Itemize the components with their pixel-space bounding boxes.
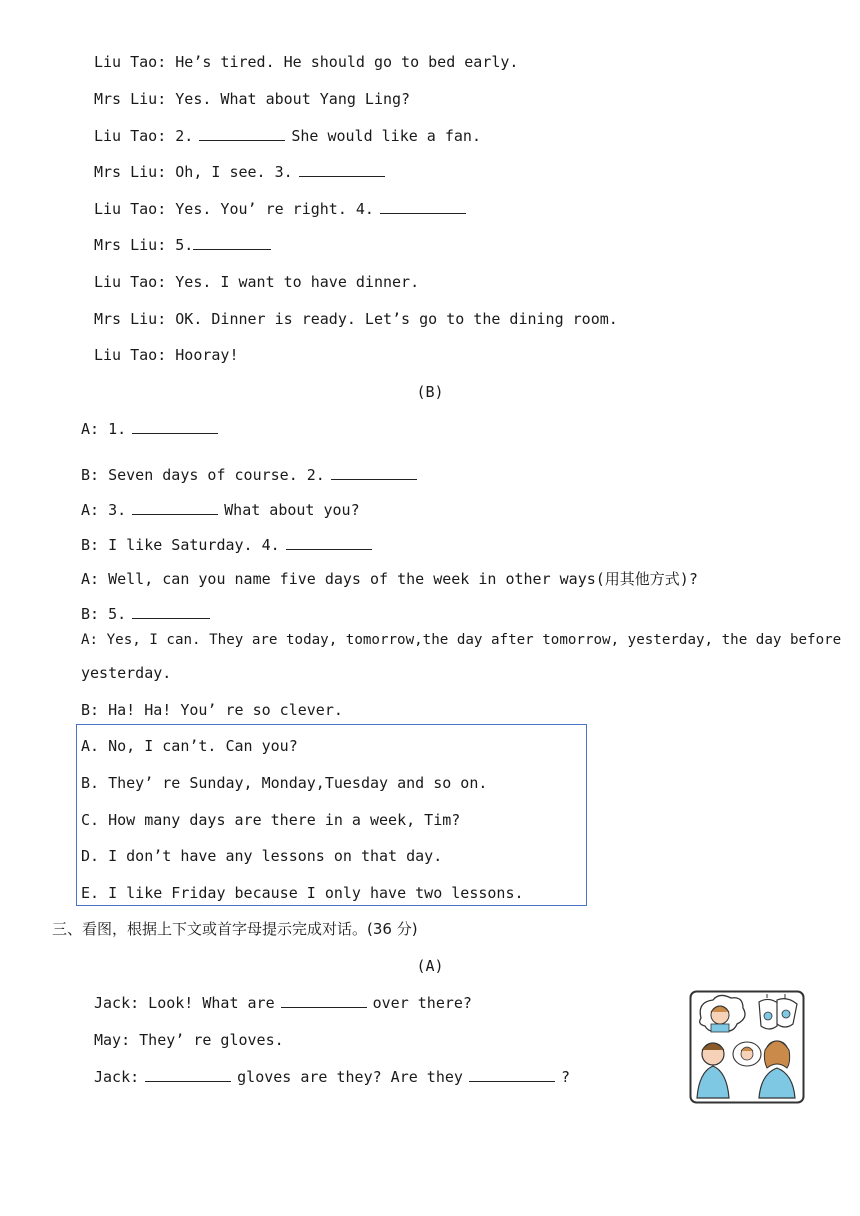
- dialogue-line: [81, 700, 343, 720]
- gloves-illustration: [689, 990, 805, 1104]
- dialogue-text: Liu Tao: Hooray!: [94, 346, 239, 364]
- dialogue-line: [94, 993, 472, 1013]
- dialogue-text: Mrs Liu: 5.: [94, 236, 194, 254]
- dialogue-text: A: Well, can you name five days of the week in other ways(用其他方式)?: [81, 570, 698, 588]
- answer-blank[interactable]: [132, 604, 210, 619]
- answer-blank[interactable]: [132, 500, 218, 515]
- answer-blank[interactable]: [331, 465, 417, 480]
- dialogue-line: [94, 162, 391, 182]
- dialogue-text: Mrs Liu: Oh, I see. 3.: [94, 163, 293, 181]
- dialogue-line: [81, 500, 360, 520]
- section-title: 三、看图，根据上下文或首字母提示完成对话。(36 分): [52, 920, 418, 938]
- answer-blank[interactable]: [199, 126, 285, 141]
- dialogue-text: ?: [560, 1068, 570, 1086]
- dialogue-line: [94, 235, 277, 255]
- option-item: E. I like Friday because I only have two lessons.: [81, 884, 524, 902]
- dialogue-line: [81, 535, 378, 555]
- dialogue-text: B: Seven days of course. 2.: [81, 466, 325, 484]
- dialogue-text: A: Yes, I can. They are today, tomorrow,the day after tomorrow, yesterday, the day before: [81, 632, 842, 648]
- dialogue-text: over there?: [372, 994, 472, 1012]
- part-b-heading: (B): [416, 383, 444, 401]
- dialogue-text: gloves are they? Are they: [237, 1068, 463, 1086]
- dialogue-text: yesterday.: [81, 664, 172, 682]
- dialogue-line: [94, 272, 419, 292]
- dialogue-text: B: 5.: [81, 605, 127, 623]
- dialogue-text: B: Ha! Ha! You’ re so clever.: [81, 701, 343, 719]
- dialogue-line: [94, 1067, 570, 1087]
- dialogue-line: [94, 1030, 284, 1050]
- option-item: B. They’ re Sunday, Monday,Tuesday and so on.: [81, 774, 488, 792]
- dialogue-line: [81, 604, 216, 624]
- answer-blank[interactable]: [132, 419, 218, 434]
- dialogue-line: [81, 419, 224, 439]
- dialogue-text: Jack: Look! What are: [94, 994, 275, 1012]
- option-item: C. How many days are there in a week, Tim?: [81, 811, 461, 829]
- dialogue-line: [94, 89, 410, 109]
- dialogue-line: [81, 465, 423, 485]
- option-item: A. No, I can’t. Can you?: [81, 737, 298, 755]
- dialogue-text: Jack:: [94, 1068, 140, 1086]
- dialogue-line: [94, 345, 239, 365]
- dialogue-text: A: 1.: [81, 420, 127, 438]
- answer-blank[interactable]: [145, 1067, 231, 1082]
- dialogue-line: [81, 569, 698, 589]
- dialogue-text: Mrs Liu: Yes. What about Yang Ling?: [94, 90, 411, 108]
- dialogue-text: Mrs Liu: OK. Dinner is ready. Let’s go to the dining room.: [94, 310, 618, 328]
- dialogue-text: Liu Tao: Yes. I want to have dinner.: [94, 273, 420, 291]
- answer-blank[interactable]: [281, 993, 367, 1008]
- dialogue-text: Liu Tao: 2.: [94, 127, 194, 145]
- answer-blank[interactable]: [299, 162, 385, 177]
- dialogue-text: Liu Tao: Yes. You’ re right. 4.: [94, 200, 374, 218]
- dialogue-text: What about you?: [224, 501, 360, 519]
- dialogue-line: [81, 630, 841, 650]
- answer-blank[interactable]: [193, 235, 271, 250]
- dialogue-line: [94, 52, 518, 72]
- dialogue-text: Liu Tao: He’s tired. He should go to bed early.: [94, 53, 519, 71]
- section-3-heading: (A): [416, 957, 444, 975]
- dialogue-line: [81, 663, 171, 683]
- answer-blank[interactable]: [469, 1067, 555, 1082]
- dialogue-text: May: They’ re gloves.: [94, 1031, 284, 1049]
- dialogue-text: B: I like Saturday. 4.: [81, 536, 280, 554]
- answer-blank[interactable]: [380, 199, 466, 214]
- answer-blank[interactable]: [286, 535, 372, 550]
- dialogue-line: [94, 309, 618, 329]
- dialogue-text: A: 3.: [81, 501, 127, 519]
- dialogue-line: [94, 199, 472, 219]
- option-item: D. I don’t have any lessons on that day.: [81, 847, 443, 865]
- dialogue-text: She would like a fan.: [291, 127, 481, 145]
- dialogue-line: [94, 126, 481, 146]
